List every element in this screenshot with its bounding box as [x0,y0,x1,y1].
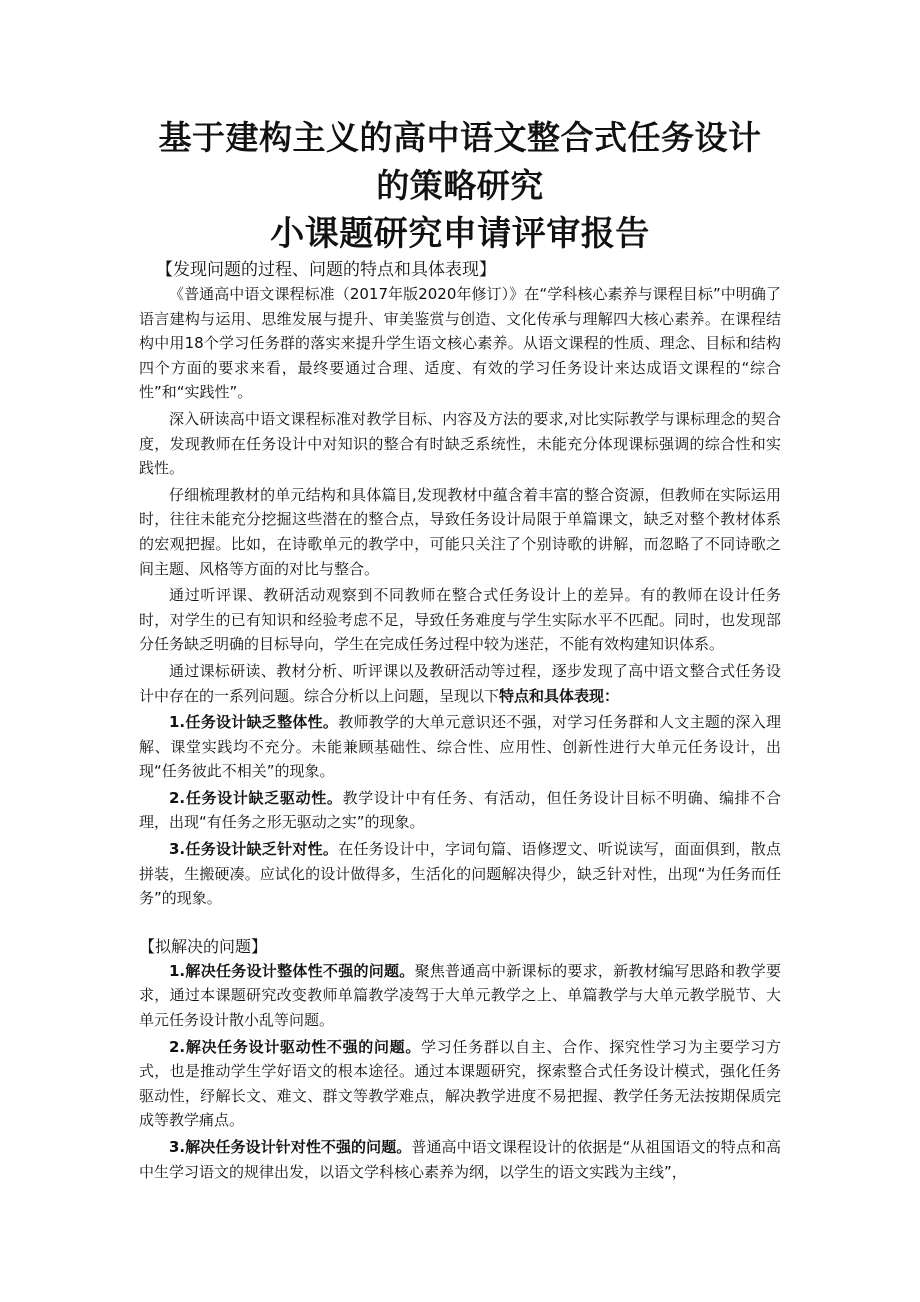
paragraph-text: 通过课标研读、教材分析、听评课以及教研活动等过程，逐步发现了高中语文整合式任务设计中存在的一系列问题。综合分析以上问题，呈现以下 [139,661,781,705]
list-item-heading: 3.解决任务设计针对性不强的问题。 [169,1138,412,1156]
paragraph [139,659,781,708]
bold-phrase: 特点和具体表现： [499,686,620,705]
list-item [139,1035,781,1133]
paragraph: 仔细梳理教材的单元结构和具体篇目,发现教材中蕴含着丰富的整合资源，但教师在实际运用时，往往未能充分挖掘这些潜在的整合点，导致任务设计局限于单篇课文，缺乏对整个教材体系的宏观把握。比如，在诗歌单元的教学中，可能只关注了个别诗歌的讲解，而忽略了不同诗歌之间主题、风格等方面的对比与整合。 [139,485,781,578]
list-item-heading: 3.任务设计缺乏针对性。 [169,840,339,859]
paragraph: 《普通高中语文课程标准（2017年版2020年修订）》在“学科核心素养与课程目标”中明确了语言建构与运用、思维发展与提升、审美鉴赏与创造、文化传承与理解四大核心素养。在课程结构中用18个学习任务群的落实来提升学生语文核心素养。从语文课程的性质、理念、目标和结构四个方面的要求来看，最终要通过合理、适度、有效的学习任务设计来达成语文课程的“综合性”和“实践性”。 [139,285,781,402]
list-item-heading: 1.任务设计缺乏整体性。 [169,713,339,732]
list-item-text: 学习任务群以自主、合作、探究性学习为主要学习方式，也是推动学生学好语文的根本途径。通过本课题研究，探索整合式任务设计模式，强化任务驱动性，纾解长文、难文、群文等教学难点，解决教学进度不易把握、教学任务无法按期保质完成等教学痛点。 [139,1037,781,1130]
list-item [139,786,781,835]
section-heading-problems-to-solve: 【拟解决的问题】 [139,936,268,956]
document-body [139,258,781,1186]
paragraph: 通过听评课、教研活动观察到不同教师在整合式任务设计上的差异。有的教师在设计任务时，对学生的已有知识和经验考虑不足，导致任务难度与学生实际水平不匹配。同时，也发现部分任务缺乏明确的目标导向，学生在完成任务过程中较为迷茫，不能有效构建知识体系。 [139,586,781,654]
list-item-text: 普通高中语文课程设计的依据是“从祖国语文的特点和高中生学习语文的规律出发，以语文学科核心素养为纲，以学生的语文实践为主线”， [139,1138,781,1181]
list-item-text: 教师教学的大单元意识还不强，对学习任务群和人文主题的深入理解、课堂实践均不充分。未能兼顾基础性、综合性、应用性、创新性进行大单元任务设计，出现“任务彼此不相关”的现象。 [139,713,781,781]
section-heading-problem-discovery: 【发现问题的过程、问题的特点和具体表现】 [156,260,496,280]
list-item-heading: 1.解决任务设计整体性不强的问题。 [169,961,415,980]
list-item [139,1135,781,1184]
report-title: 小课题研究申请评审报告 [270,214,650,254]
list-item [139,959,781,1033]
list-item [139,710,781,784]
list-item-heading: 2.解决任务设计驱动性不强的问题。 [169,1037,422,1056]
paragraph: 深入研读高中语文课程标准对教学目标、内容及方法的要求,对比实际教学与课标理念的契合度，发现教师在任务设计中对知识的整合有时缺乏系统性，未能充分体现课标强调的综合性和实践性。 [139,409,781,478]
list-item-text: 在任务设计中，字词句篇、语修逻文、听说读写，面面俱到，散点拼装，生搬硬凑。应试化的设计做得多，生活化的问题解决得少，缺乏针对性，出现“为任务而任务”的现象。 [139,840,781,908]
list-item [139,837,781,911]
title-line-1: 基于建构主义的高中语文整合式任务设计 [158,118,762,157]
list-item-text: 聚焦普通高中新课标的要求，新教材编写思路和教学要求，通过本课题研究改变教师单篇教学凌驾于大单元教学之上、单篇教学与大单元教学脱节、大单元任务设计散小乱等问题。 [139,961,781,1030]
list-item-text: 教学设计中有任务、有活动，但任务设计目标不明确、编排不合理，出现“有任务之形无驱动之实”的现象。 [139,788,781,832]
list-item-heading: 2.任务设计缺乏驱动性。 [169,788,343,807]
title-line-2: 的策略研究 [376,166,544,205]
